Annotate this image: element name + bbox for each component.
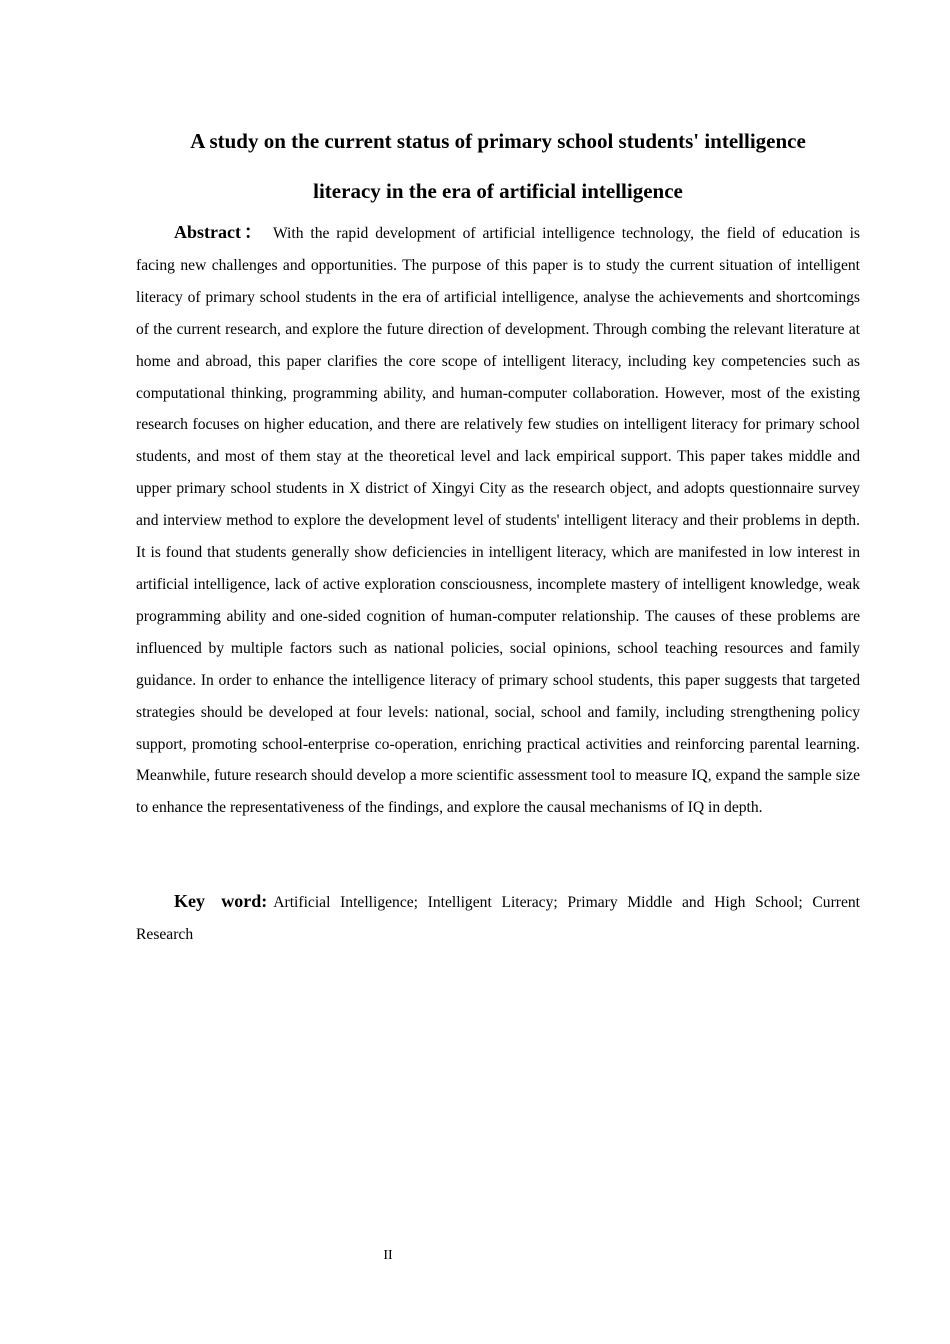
paper-title-line-1: A study on the current status of primary school students' intelligence [190,129,806,153]
abstract-text: With the rapid development of artificial intelligence technology, the field of education is facing new challenges and opportunities. The purpose of this paper is to study the current situation of intelligent literacy of primary school students in the era of artificial intelligence, analyse the achievements and shortcomings of the current research, and explore the future direction of development. Through combing the relevant literature at home and abroad, this paper clarifies the core scope of intelligent literacy, including key competencies such as computational thinking, programming ability, and human-computer collaboration. However, most of the existing research focuses on higher education, and there are relatively few studies on intelligent literacy for primary school students, and most of them stay at the theoretical level and lack empirical support. This paper takes middle and upper primary school students in X district of Xingyi City as the research object, and adopts questionnaire survey and interview method to explore the development level of students' intelligent literacy and their problems in depth. It is found that students generally show deficiencies in intelligent literacy, which are manifested in low interest in artificial intelligence, lack of active exploration consciousness, incomplete mastery of intelligent knowledge, weak programming ability and one-sided cognition of human-computer relationship. The causes of these problems are influenced by multiple factors such as national policies, social opinions, school teaching resources and family guidance. In order to enhance the intelligence literacy of primary school students, this paper suggests that targeted strategies should be developed at four levels: national, social, school and family, including strengthening policy support, promoting school-enterprise co-operation, enriching practical activities and reinforcing parental learning. Meanwhile, future research should develop a more scientific assessment tool to measure IQ, expand the sample size to enhance the representativeness of the findings, and explore the causal mechanisms of IQ in depth. [136,225,860,817]
paper-title-line-2: literacy in the era of artificial intelligence [313,179,683,203]
page-number: II [383,1248,393,1263]
keywords-text: Artificial Intelligence; Intelligent Literacy; Primary Middle and High School; Current Research [136,894,861,943]
keywords-paragraph [136,886,860,950]
abstract-label: Abstract： [174,222,265,242]
abstract-paragraph [136,217,860,824]
keywords-label: Key word: [174,891,268,911]
